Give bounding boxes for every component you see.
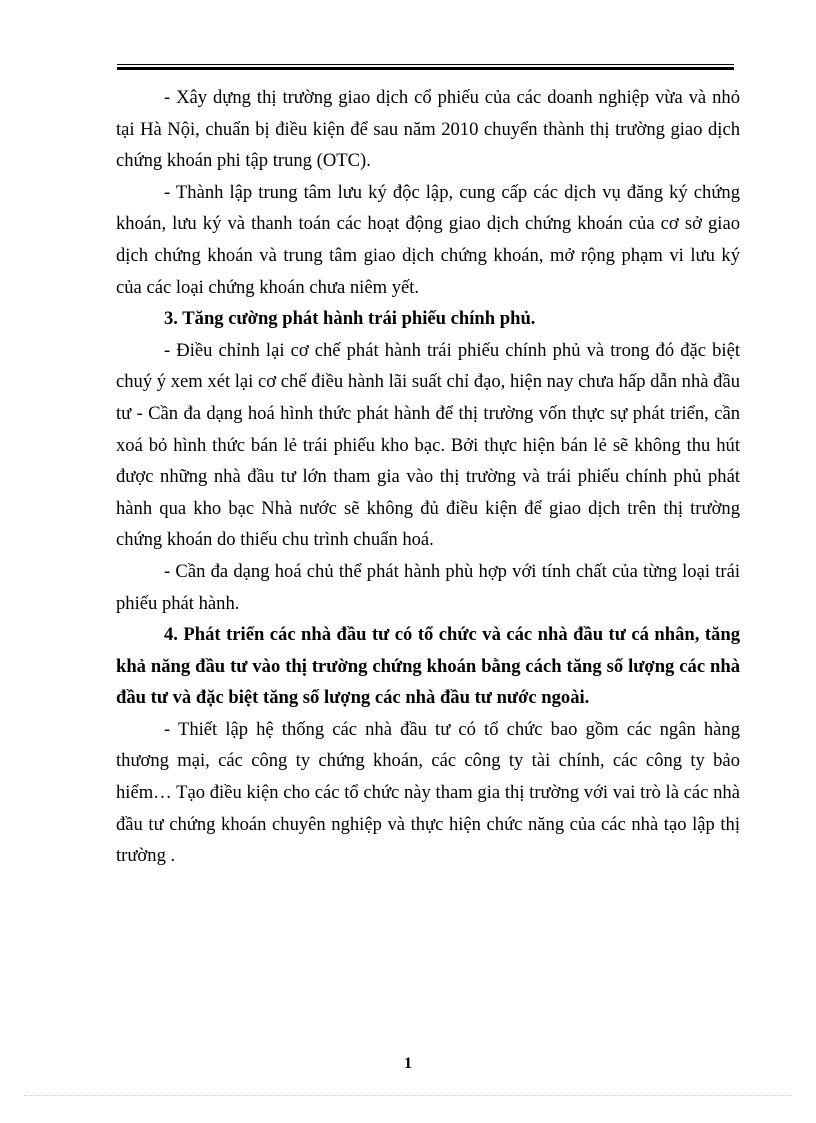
paragraph-bond-mechanism: - Điều chỉnh lại cơ chế phát hành trái phiếu chính phủ và trong đó đặc biệt chuý ý xem xét lại cơ chế điều hành lãi suất chỉ đạo, hiện nay chưa hấp dẫn nhà đầu tư - Cần đa dạng hoá hình thức phát hành để thị trường vốn thực sự phát triển, cần xoá bỏ hình thức bán lẻ trái phiếu kho bạc. Bởi thực hiện bán lẻ sẽ không thu hút được những nhà đầu tư lớn tham gia vào thị trường và trái phiếu chính phủ phát hành qua kho bạc Nhà nước sẽ không đủ điều kiện để giao dịch trên thị trường chứng khoán do thiếu chu trình chuẩn hoá. [116, 339, 740, 551]
header-rule-thin [117, 64, 734, 65]
section-heading-3: 3. Tăng cường phát hành trái phiếu chính phủ. [164, 308, 536, 330]
paragraph-institutional-investors: - Thiết lập hệ thống các nhà đầu tư có tổ chức bao gồm các ngân hàng thương mại, các công ty chứng khoán, các công ty tài chính, các công ty bảo hiểm… Tạo điều kiện cho các tổ chức này tham gia thị trường với vai trò là các nhà đầu tư chứng khoán chuyên nghiệp và thực hiện chức năng của các nhà tạo lập thị trường . [116, 718, 740, 867]
paragraph-depository-center: - Thành lập trung tâm lưu ký độc lập, cung cấp các dịch vụ đăng ký chứng khoán, lưu ký và thanh toán các hoạt động giao dịch chứng khoán của cơ sở giao dịch chứng khoán và trung tâm giao dịch chứng khoán, mở rộng phạm vi lưu ký của các loại chứng khoán chưa niêm yết. [116, 181, 740, 298]
section-heading-4: 4. Phát triển các nhà đầu tư có tổ chức và các nhà đầu tư cá nhân, tăng khả năng đầu tư vào thị trường chứng khoán bằng cách tăng số lượng các nhà đầu tư và đặc biệt tăng số lượng các nhà đầu tư nước ngoài. [116, 624, 740, 709]
header-rule-thick [117, 67, 734, 70]
paragraph-otc-market: - Xây dựng thị trường giao dịch cổ phiếu của các doanh nghiệp vừa và nhỏ tại Hà Nội, chuẩn bị điều kiện để sau năm 2010 chuyển thành thị trường giao dịch chứng khoán phi tập trung (OTC). [116, 87, 740, 172]
page-number: 1 [404, 1055, 412, 1072]
page-bottom-border [24, 1095, 792, 1096]
document-body [116, 82, 740, 872]
paragraph-issuer-diversification: - Cần đa dạng hoá chủ thể phát hành phù hợp với tính chất của từng loại trái phiếu phát hành. [116, 560, 740, 614]
